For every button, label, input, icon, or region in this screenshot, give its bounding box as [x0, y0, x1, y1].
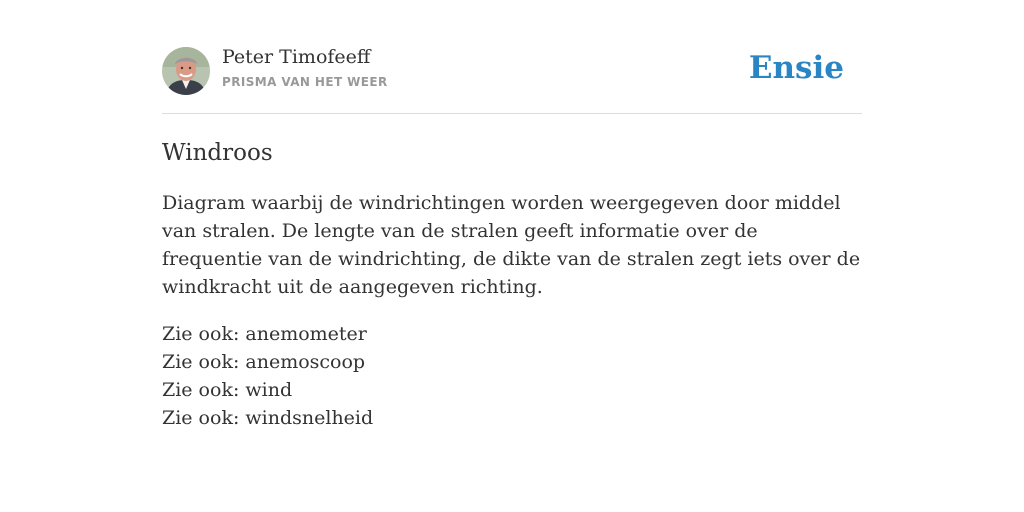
see-also-item[interactable]: Zie ook: wind	[162, 379, 293, 401]
entry-definition: Diagram waarbij de windrichtingen worden weergegeven door middel van stralen. De lengte van de stralen geeft informatie over de frequentie van de windrichting, de dikte van de stralen zegt iets over de windkracht uit de aangegeven richting.	[162, 192, 861, 298]
entry-card	[162, 44, 862, 432]
see-also-item[interactable]: Zie ook: anemoscoop	[162, 351, 366, 373]
author-header	[162, 44, 862, 114]
person-photo-icon	[162, 47, 210, 95]
entry-title: Windroos	[162, 140, 273, 166]
see-also-item[interactable]: Zie ook: windsnelheid	[162, 407, 374, 429]
see-also-list	[162, 320, 862, 432]
brand-logo[interactable]: Ensie	[748, 50, 844, 86]
see-also-item[interactable]: Zie ook: anemometer	[162, 323, 367, 345]
author-source[interactable]: PRISMA VAN HET WEER	[222, 75, 388, 89]
author-avatar[interactable]	[162, 47, 210, 95]
author-name[interactable]: Peter Timofeeff	[222, 46, 371, 68]
